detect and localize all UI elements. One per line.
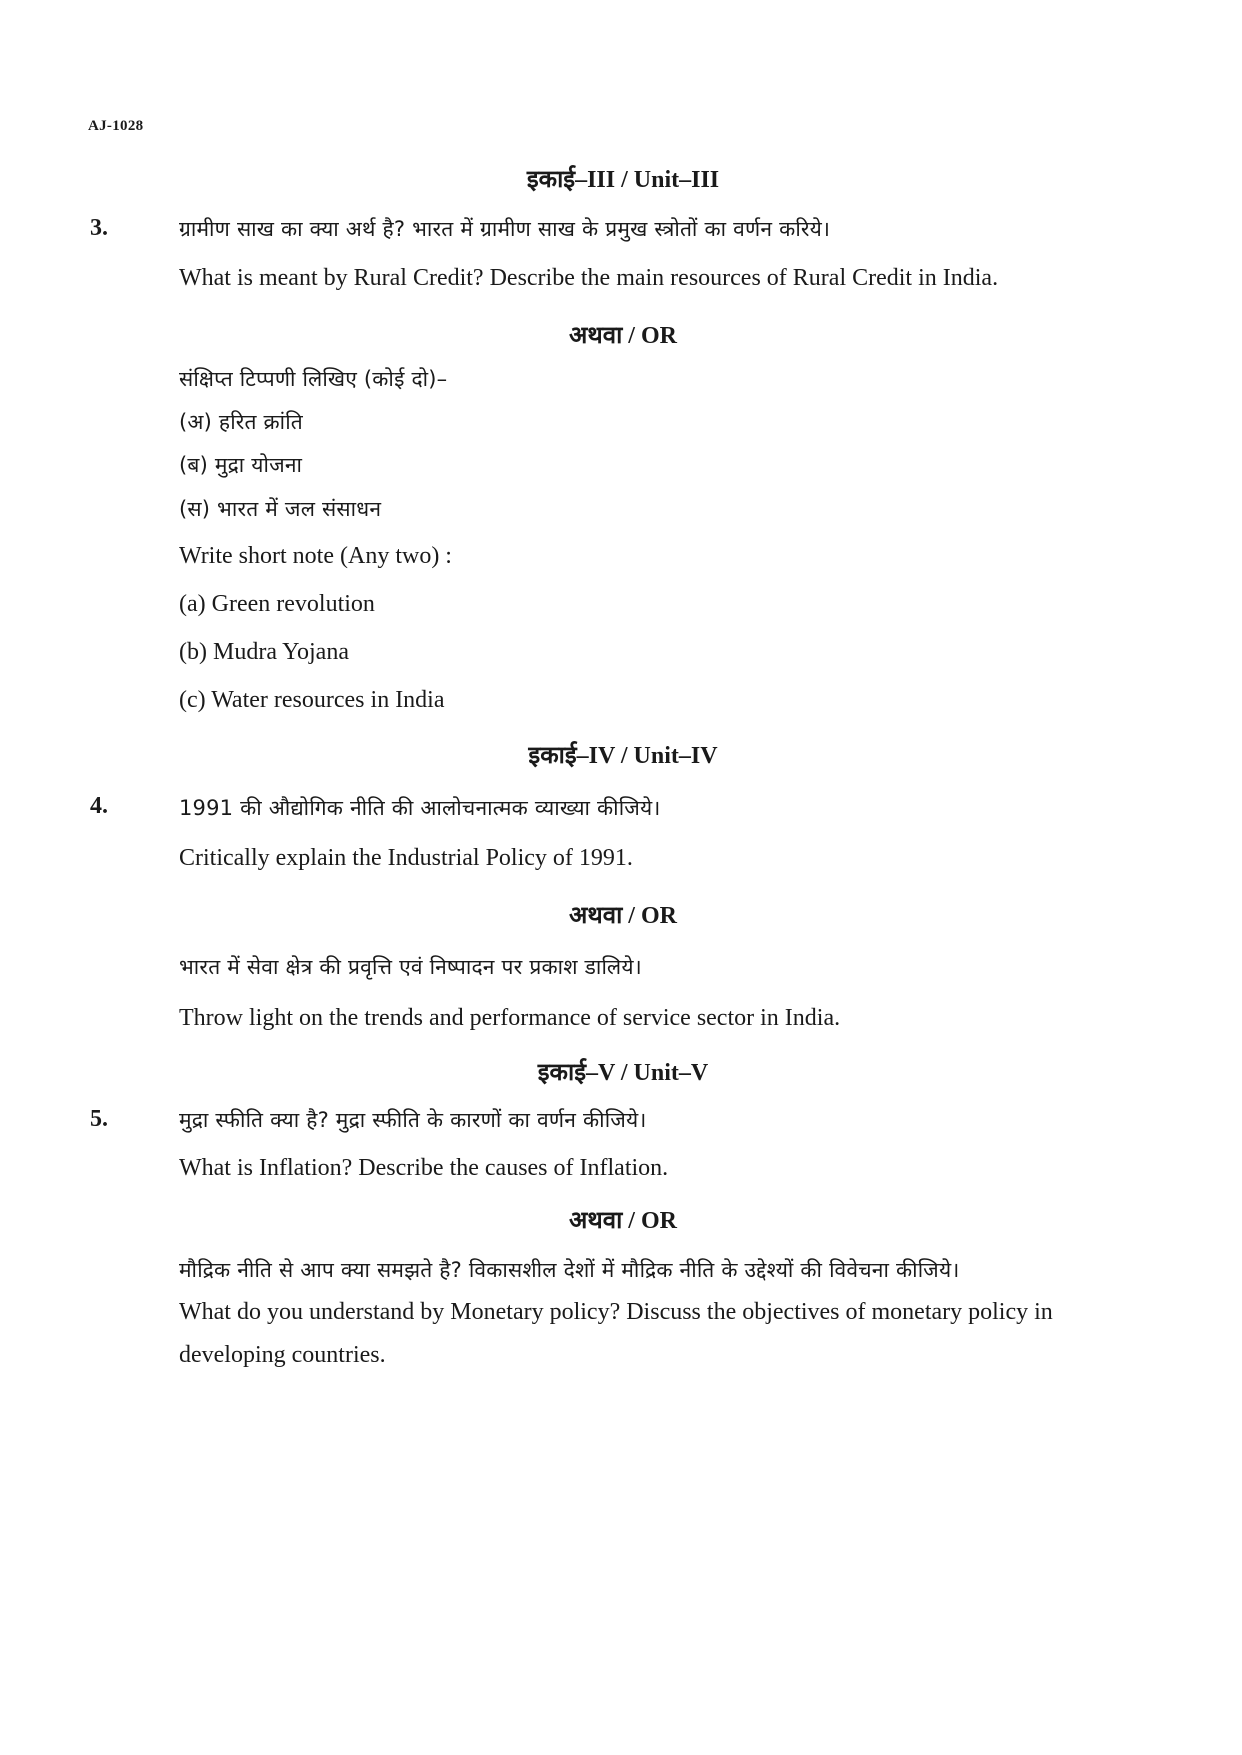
question-3-english: What is meant by Rural Credit? Describe the main resources of Rural Credit in India. [179, 265, 999, 291]
paper-code: AJ-1028 [88, 118, 144, 134]
unit-4-or: अथवा / OR [569, 903, 677, 929]
unit-5-alt-hindi: मौद्रिक नीति से आप क्या समझते है? विकासशील देशों में मौद्रिक नीति के उद्देश्यों की विवेचना कीजिये। [179, 1258, 960, 1282]
question-4-hindi: 1991 की औद्योगिक नीति की आलोचनात्मक व्याख्या कीजिये। [179, 796, 661, 820]
unit-3-alt-intro-hindi: संक्षिप्त टिप्पणी लिखिए (कोई दो)– [179, 367, 448, 391]
question-3-hindi: ग्रामीण साख का क्या अर्थ है? भारत में ग्रामीण साख के प्रमुख स्त्रोतों का वर्णन करिये। [179, 217, 831, 241]
question-5-english: What is Inflation? Describe the causes of Inflation. [179, 1155, 669, 1181]
unit-5-or: अथवा / OR [569, 1208, 677, 1234]
question-5-number: 5. [90, 1106, 108, 1132]
unit-3-alt-item-b-hindi: (ब) मुद्रा योजना [179, 453, 303, 477]
unit-4-alt-english: Throw light on the trends and performance of service sector in India. [179, 1005, 841, 1031]
unit-3-or: अथवा / OR [569, 323, 677, 349]
unit-3-alt-intro-english: Write short note (Any two) : [179, 543, 452, 569]
unit-3-alt-item-b-english: (b) Mudra Yojana [179, 639, 349, 665]
unit-3-alt-item-a-hindi: (अ) हरित क्रांति [179, 410, 303, 434]
question-4-number: 4. [90, 793, 108, 819]
question-3-number: 3. [90, 215, 108, 241]
question-5-hindi: मुद्रा स्फीति क्या है? मुद्रा स्फीति के कारणों का वर्णन कीजिये। [179, 1108, 647, 1132]
unit-4-alt-hindi: भारत में सेवा क्षेत्र की प्रवृत्ति एवं निष्पादन पर प्रकाश डालिये। [179, 955, 642, 979]
unit-5-heading: इकाई–V / Unit–V [537, 1060, 709, 1086]
unit-3-alt-item-a-english: (a) Green revolution [179, 591, 375, 617]
unit-4-heading: इकाई–IV / Unit–IV [528, 743, 718, 769]
unit-3-alt-item-c-hindi: (स) भारत में जल संसाधन [179, 497, 382, 521]
unit-3-heading: इकाई–III / Unit–III [526, 167, 720, 193]
question-4-english: Critically explain the Industrial Policy of 1991. [179, 845, 633, 871]
unit-3-alt-item-c-english: (c) Water resources in India [179, 687, 445, 713]
unit-5-alt-english: What do you understand by Monetary policy? Discuss the objectives of monetary policy in developing countries. [179, 1299, 1053, 1368]
